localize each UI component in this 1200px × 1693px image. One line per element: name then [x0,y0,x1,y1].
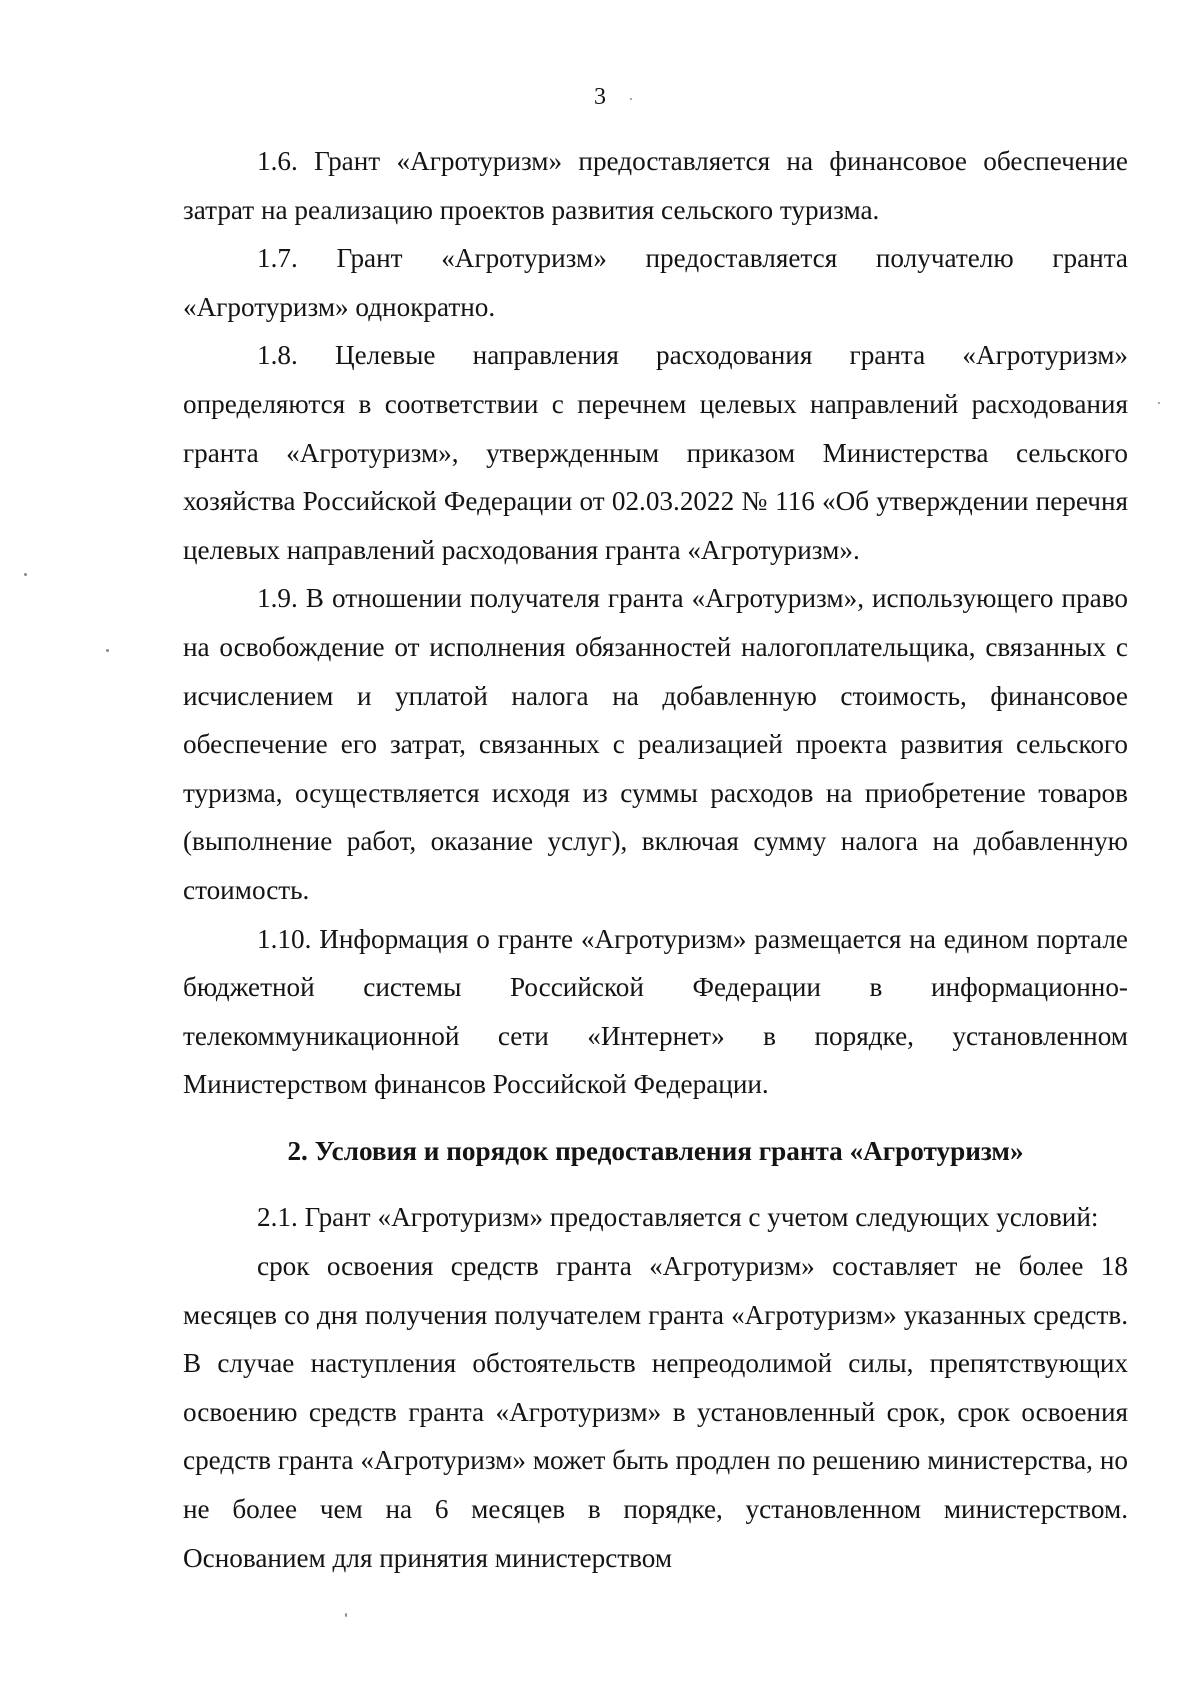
scan-speck [630,98,632,100]
scan-speck [1158,402,1160,404]
paragraph-2-1: 2.1. Грант «Агротуризм» предоставляется с учетом следующих условий: [257,1202,1099,1233]
scan-speck [106,649,109,652]
paragraph-1-8: 1.8. Целевые направления расходования гранта «Агротуризм» определяются в соответствии с перечнем целевых направлений расходования гранта «Агротуризм», утвержденным приказом Министерства сельского хозяйства Российской Федерации от 02.03.2022 № 116 «Об утверждении перечня целевых направлений расходования гранта «Агротуризм». [183,340,1128,565]
paragraph-1-7: 1.7. Грант «Агротуризм» предоставляется получателю гранта «Агротуризм» однократно. [183,243,1128,322]
paragraph-1-10: 1.10. Информация о гранте «Агротуризм» размещается на едином портале бюджетной системы Российской Федерации в информационно-телекоммуникационной сети «Интернет» в порядке, установленном Министерством финансов Российской Федерации. [183,923,1128,1100]
page-number: 3 [594,84,606,110]
scan-speck [345,1613,347,1617]
scan-speck [24,573,27,576]
paragraph-2-1-condition: срок освоения средств гранта «Агротуризм» составляет не более 18 месяцев со дня получения получателем гранта «Агротуризм» указанных средств. В случае наступления обстоятельств непреодолимой силы, препятствующих освоению средств гранта «Агротуризм» в установленный срок, срок освоения средств гранта «Агротуризм» может быть продлен по решению министерства, но не более чем на 6 месяцев в порядке, установленном министерством. Основанием для принятия министерством [183,1251,1128,1573]
document-body [183,137,1128,1582]
paragraph-1-9: 1.9. В отношении получателя гранта «Агротуризм», использующего право на освобождение от исполнения обязанностей налогоплательщика, связанных с исчислением и уплатой налога на добавленную стоимость, финансовое обеспечение его затрат, связанных с реализацией проекта развития сельского туризма, осуществляется исходя из суммы расходов на приобретение товаров (выполнение работ, оказание услуг), включая сумму налога на добавленную стоимость. [183,583,1128,905]
paragraph-1-6: 1.6. Грант «Агротуризм» предоставляется на финансовое обеспечение затрат на реализацию проектов развития сельского туризма. [183,146,1128,225]
section-heading: 2. Условия и порядок предоставления гранта «Агротуризм» [287,1135,1024,1166]
